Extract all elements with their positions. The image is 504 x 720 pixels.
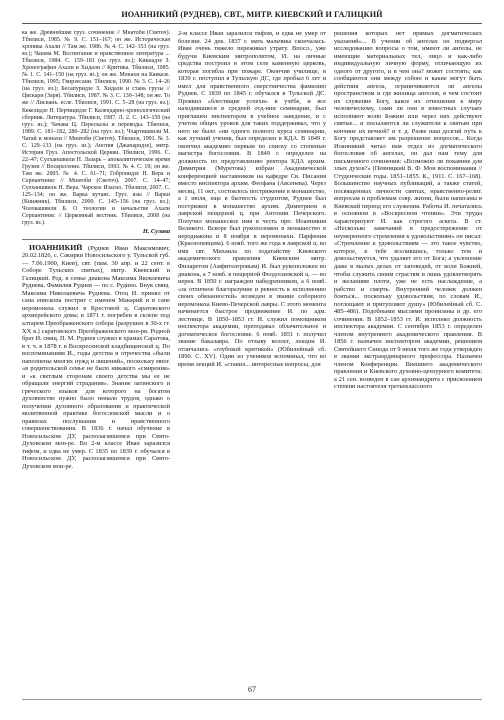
column-right: [334, 30, 482, 678]
column-text: 2-м классе Иван заразился тифом, и едва не умер от болезни. 24 дек. 1837 г. мать мальчика скончалась. Иван очень тяжело переживал утрату. Впосл., уже будучи Киевским митрополитом, И. на личные средства построил в этом селе каменную церковь, которая погибла при пожаре. Окончив училище, в 1839 г. поступил в Тульскую ДС, где пробыл 6 лет и имел для нравственного сверстничества фамилию Руднев. С 1839 по 1845 г. обучался в Тульской ДС. Проявил «блестящие успехи» в учёбе, и все находившиеся в средней отд-нии семинарии, был приглашен инспектором в учебное заведение, и с учетом общих уроков для таких поддерживал, что у него не было «ни одного полного курса семинарии, как лучший ученик, был определен в КДА. В 1849 г. окончил академию первым по списку со степенью магистра богословия. В 1849 г. определен на должность по представлению ректора КДА архим. Димитрия (Муретова) избран Академической конференцией наставником на кафедре Св. Писания вместо инспектора архим. Феофана (Авсенева). Через месяц, 11 окт., состоялось пострижение в монашество, а 1 июля, еще в бытность студентом, Руднев был пострижен в монашество архим. Димитрием в лаврской пещерной ц. при Антонии Печерского. Получил монашеское имя в честь прп. Иоанникия Великого. Вскоре был рукоположен в монашество в иеродиакона и 8 ноября в иеромонахи. Парфения (Краснопевцева). 6 нояб. того же года в лаврской ц. во имя свт. Михаила по ходатайству Киевского академического правления Киевским митр. Филаретом (Амфитеатровым) И. был рукоположен во диакона, а 7 нояб. в пещерной Феодосиевской ц. — во иерея. В 1850 г. награжден набедренником, а 6 нояб. «за отличное благоразумие и ревность к исполнению своих обязанностей» возведен в звание соборного иеромонаха Киево-Печерской лавры. С этого момента начинается быстрое продвижение И. по адм. лестнице. В 1850–1853 гг. И. служил помощником инспектора академии, преподавал облачительное и догматическое богословие. 6 нояб. 1851 г. получил звание бакалавра. По отзыву коллег, лекции И. отличались «глубокой критикой» (Юбилейный сб. 1890. С. XV). Один из учеников вспоминал, что во время лекций И. «ставил... интересные вопросы, для: [178, 30, 326, 368]
column-text: решения которых нет прямых догматических указаний»... В учении об ангелах он подвергал исследованию вопросы о том, имеют ли ангелы, не имеющие материальных тел, лицо и как-либо индивидуальную личную форму, отличающую их одного от другого, и в чем она? может состоять; как сообщаются они между собою и какие могут быть действия ангела, ограничиваются ли ангелы пространством и где жилища ангелов, в чем состоит их служение Богу, какое их отношение к миру человеческому, сами ли они в известных случаях исполняют волю Божию или через них действуют святые... и посылаются ли служители к святым при кончине их вечной? и т. д. Разве наш долгий путь к Богу представляет им разрешение вопросов... Когда Иоанникий читал нам отдел из догматического богословия об ангелах, он дал нам тему для письменного сочинения: «Возможно ли покаяние для злых духов?» (Певницкий В. Ф. Мои воспоминания // Студенческие годы. 1851–1855. К., 1911. С. 167–168). Большинство научных публикаций, а также статей, посвященных личности святых, нравственно-религ. вопросам и проблемам совр. жизни, были написаны в Киевский период его служения. Работы И. печатались в основном в «Воскресном чтении». Эти труды характеризуют И. как строгого аскета. В ст. «Несколько замечаний в предостережение от неумеренного стремления к удовольствиям» он писал: «Стремление к удовольствиям — это такое чувство, которое, в тебе вселившись, только тем и довольствуется, что удаляет его от Бога; а уклонение даже в малых делах от заповедей, от воли Божией, чтобы служить своим страстям и лишь удовлетворять и желаниям плоти, уже не есть наслаждение, а рабство и смерть. Внутренний человек должен бояться... поскольку удовольствия, по словам И., поглощают и притупляют душу» (Юбилейный сб. С. 485–486). Подобными мыслями пронизаны и др. его сочинения. В 1852–1853 гг. И. исполнял должность инспектора академии. С сентября 1853 г. определен членом внутреннего академического правления. В 1856 г. назначен инспектором академии, решением Святейшего Синода от 9 июля того же года утвержден в звании экстраординарного профессора. Назначен членом Конференции. Внешнего академического правления и Киевского духовно-цензурного комитета; а 21 сен. возведен в сан архимандрита с присвоением степени настоятеля третьеклассного: [334, 30, 482, 391]
bibliography: ка же. Древнейшие груз. сочинение // Мнатоби (Светоч). Тбилиси, 1985. № 9. С. 151–167; он же. Историческая хроника Ахали // Там же. 1986. № 4. С. 142–153 (на груз. яз.); Чашма М. Воспитание и нравственное литература ... Тбилиси, 1984. С. 159–181 (на груз. яз.); Кикнадзе З. Хронография Ахали и Хидали // Критика. Тбилиси, 1985. № 1. С. 141–150 (на груз. яз.); он же. Монахи на Кавказе. Тбилиси, 1995; Гвирзесани. Тбилиси, 1990. № 3. С. 14–26 (на груз. яз.); Бесапуридзе З. Хидали и стань грузы // Цискари (Заря). Тбилиси, 1987. № 3. С. 130–148; он же. То же // Лисиань. есле. Тбилиси, 1991. С. 5–28 (на груз. яз.); Кекелидзе Н. Перчицидзе Г. Календарно-хронологический сборник. Литература. Тбилиси, 1987. Л. 2. С. 143–150 (на груз. яз.); Чачава Ц. Пересказы и переводы. Тбилиси, 1989. С. 181–182, 280–282 (на груз. яз.); Чхартишвили М. Чатай и монахи // Мнатоби (Светоч). Тбилиси, 1991. № 3. С. 129–133 (на груз. яз.); Анотия (Джапаридзе), митр. История Груз. Апостольской Церкви. Тбилиси, 1996. С. 22–47; Сулханшвили Н. Лазарь – апокалиптическое время Грузии // Воскресение. Тбилиси, 1993. № 4. С. 19; он же. Там же. 2005. № 4. С. 61–71; Гобронидзе Н. Вера и Серпантинис // Мнатоби (Светоч). 2007. С. 14–47; Сулханшвили Н. Вера. Чарское Изасно. Тбилиси, 2007. С. 125–134; он же. Варка кутаис. Груз. язы // Варки (Книжник). Тбилиси, 2000. С. 145–156 (на груз. яз.); Чолокашвили Б. О теологии и начальстве Ахали Серпантинис // Церковный вестник. Тбилиси, 2008 (на груз. яз.).: [22, 30, 170, 227]
column-left: [22, 30, 170, 678]
article-author: Н. Сулава: [142, 228, 170, 236]
column-middle: [178, 30, 326, 678]
entry-paragraph: [22, 244, 170, 470]
section-divider: [22, 239, 170, 240]
entry-headword: ИОАННИКИЙ: [29, 242, 83, 252]
running-header: ИОАННИКИЙ (РУДНЕВ), СВТ., МИТР. КИЕВСКИЙ И ГАЛИЦКИЙ: [22, 6, 482, 24]
footer-rule: [22, 699, 482, 700]
page-number: 67: [248, 685, 256, 694]
entry-text: (Руднев Иван Максимович; 20.02.1826, с. Сакирки Новосильского у. Тульской губ. — 7.06.1900, Киев), свт. (пам. 30 апр. и 22 сент. в Соборе Тульских святых), митр. Киевский и Галицкий. Род. в семье диакона Максима Яковлевича Руднева. Фамилия Руднев — по с. Рудино. Внук свящ. Максима Николаевича Руднева. Отец И. принял от сана епископа постриг с именем Макарий и в сане иеромонаха служил в Крестовой ц. Саратовского архиерейского дома; в 1871 г. погребен в склепе под алтарем Преображенского собора (разрушен в 30-х гг. XX в.) саратовского Преображенского мон-ря. Родной брат И. свящ. П. М. Руднев служил в храмах Саратова, в т. ч. в 1878 г. в Воскресенской кладбищенской ц. По воспоминаниям И., годы детства и отрочества «были наполнены многих нужд и лишений», поскольку мног. «в родительской семье не было никакого «смирения» и «к светлым сторонам своего детства мы ее не обращали энергий страдания». Знание латинского и греческого языков для которого на богатом духовенстве нужно было немало трудов, однако о получении духовного образования и практической молитвенной практике богословской мысли и о правилах послушания и нравственного совершенствования. В 1836 г. начал обучение в Новосильском ДУ, располагавшемся при Свято-Духовском мон-ре. Во 2-м классе Иван заразился тифом, и едва не умер. С 1835 по 1839 г. обучался в Новосильском ДУ, располагавшемся при Свято-Духовском мон-ре.: [22, 244, 170, 470]
